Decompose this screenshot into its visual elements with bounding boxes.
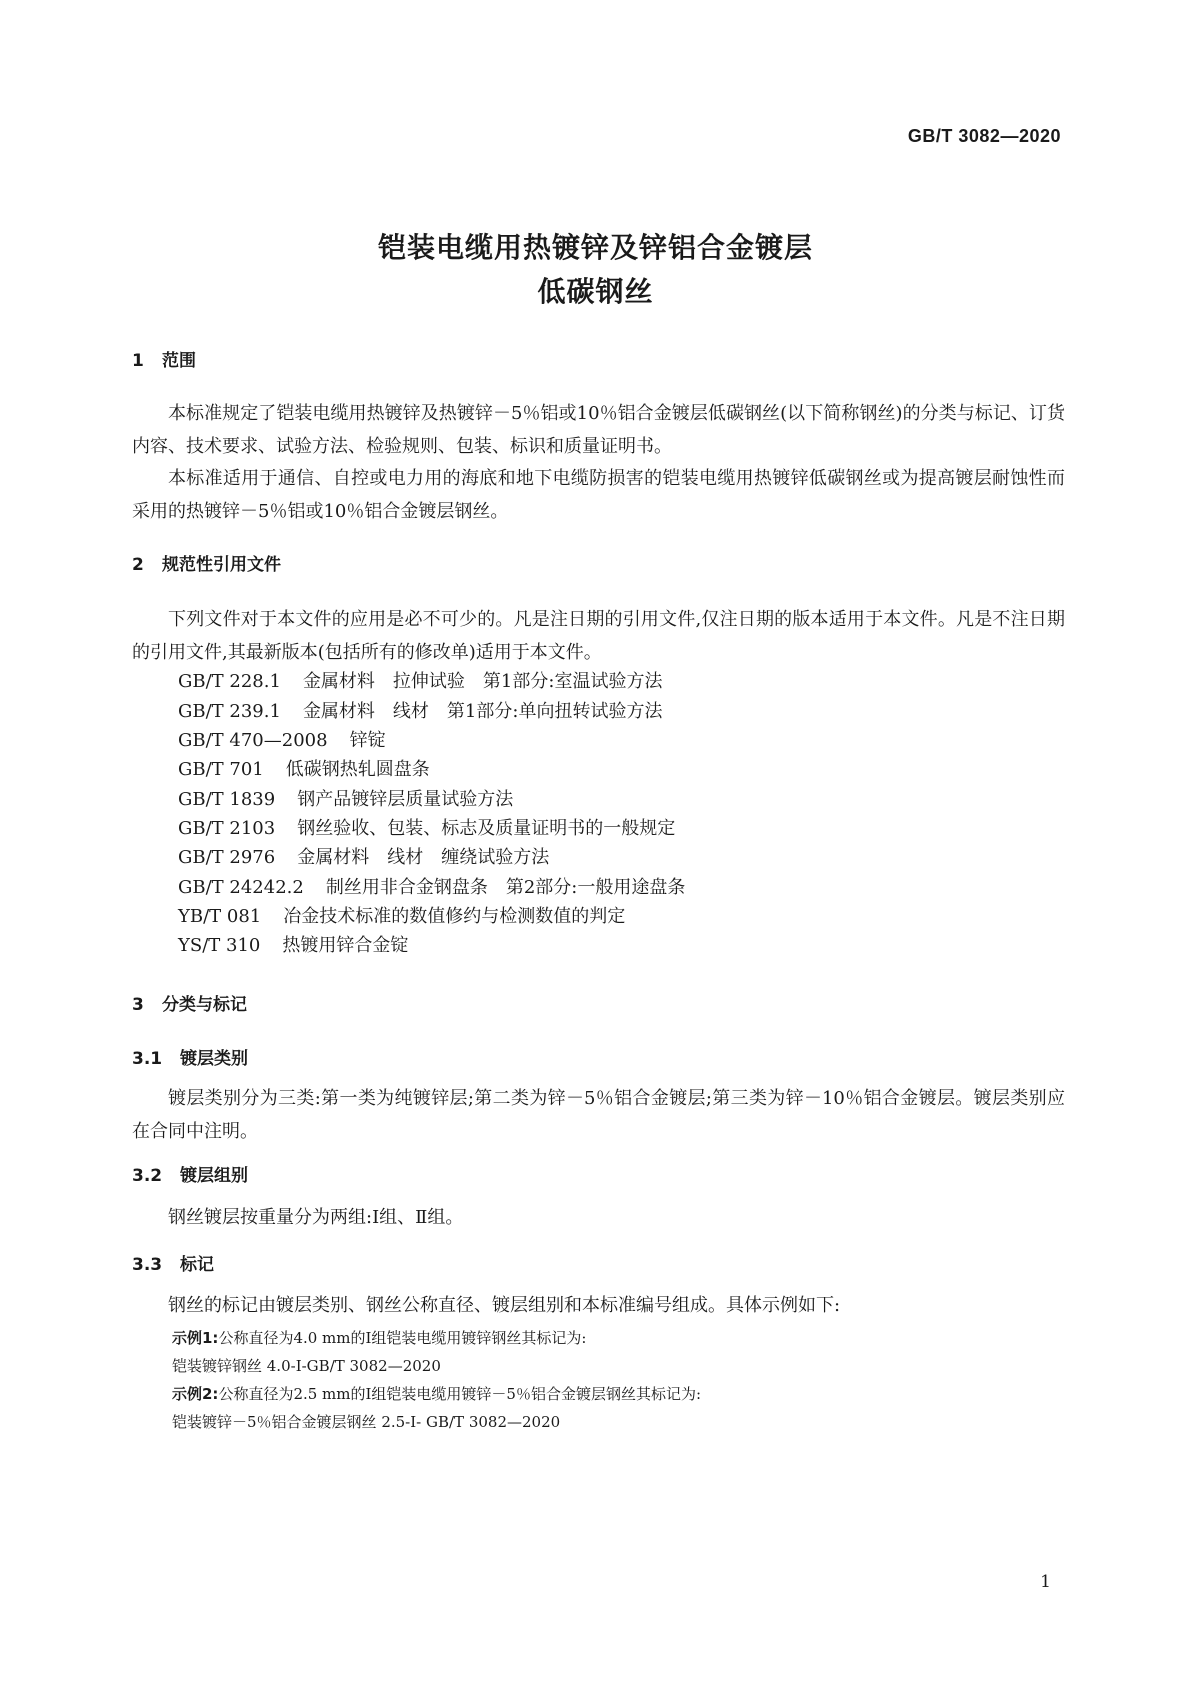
reference-code: GB/T 239.1 xyxy=(178,701,281,722)
reference-title: 金属材料 线材 第1部分:单向扭转试验方法 xyxy=(302,701,663,722)
section-1-paragraph-1: 本标准规定了铠装电缆用热镀锌及热镀锌－5％铝或10％铝合金镀层低碳钢丝(以下简称钢丝)的分类与标记、订货内容、技术要求、试验方法、检验规则、包装、标识和质量证明书。 xyxy=(132,403,1065,457)
standard-code: GB/T 3082—2020 xyxy=(907,126,1061,146)
section-title: 范围 xyxy=(162,351,196,371)
example-2-mark: 铠装镀锌－5％铝合金镀层钢丝 2.5-Ⅰ- GB/T 3082—2020 xyxy=(172,1413,561,1431)
document-title-line2: 低碳钢丝 xyxy=(537,275,654,308)
reference-title: 金属材料 拉伸试验 第1部分:室温试验方法 xyxy=(302,671,663,692)
reference-code: GB/T 24242.2 xyxy=(178,877,304,898)
reference-item xyxy=(178,785,513,811)
section-title: 分类与标记 xyxy=(162,995,247,1015)
reference-code: YS/T 310 xyxy=(178,935,261,956)
example-text: 公称直径为2.5 mm的Ⅰ组铠装电缆用镀锌－5％铝合金镀层钢丝其标记为: xyxy=(218,1385,702,1403)
reference-title: 金属材料 线材 缠绕试验方法 xyxy=(297,847,550,868)
section-2-heading xyxy=(132,550,281,575)
reference-code: GB/T 1839 xyxy=(178,789,276,810)
reference-item xyxy=(178,814,675,840)
section-title: 镀层类别 xyxy=(180,1049,248,1069)
section-title: 镀层组别 xyxy=(180,1166,248,1186)
example-text: 公称直径为4.0 mm的Ⅰ组铠装电缆用镀锌钢丝其标记为: xyxy=(218,1329,587,1347)
reference-code: GB/T 701 xyxy=(178,759,264,780)
section-3-1-paragraph: 镀层类别分为三类:第一类为纯镀锌层;第二类为锌－5％铝合金镀层;第三类为锌－10％铝合金镀层。镀层类别应在合同中注明。 xyxy=(132,1088,1065,1142)
document-title-line1: 铠装电缆用热镀锌及锌铝合金镀层 xyxy=(377,231,813,264)
reference-item xyxy=(178,697,662,723)
section-1-heading xyxy=(132,346,196,371)
reference-item xyxy=(178,726,386,752)
section-2-intro: 下列文件对于本文件的应用是必不可少的。凡是注日期的引用文件,仅注日期的版本适用于本文件。凡是不注日期的引用文件,其最新版本(包括所有的修改单)适用于本文件。 xyxy=(132,609,1065,663)
reference-title: 钢产品镀锌层质量试验方法 xyxy=(297,789,514,810)
section-number: 3 xyxy=(132,995,144,1015)
example-label: 示例1: xyxy=(172,1329,219,1347)
reference-code: GB/T 2103 xyxy=(178,818,276,839)
reference-item xyxy=(178,902,625,928)
section-1-paragraph-2: 本标准适用于通信、自控或电力用的海底和地下电缆防损害的铠装电缆用热镀锌低碳钢丝或为提高镀层耐蚀性而采用的热镀锌－5％铝或10％铝合金镀层钢丝。 xyxy=(132,468,1065,522)
reference-item xyxy=(178,667,662,693)
page-number: 1 xyxy=(1040,1572,1051,1592)
reference-title: 锌锭 xyxy=(349,730,386,751)
section-3-heading xyxy=(132,990,247,1015)
section-number: 3.3 xyxy=(132,1255,163,1275)
reference-item xyxy=(178,843,549,869)
reference-item xyxy=(178,873,685,899)
reference-title: 热镀用锌合金锭 xyxy=(282,935,409,956)
reference-code: YB/T 081 xyxy=(178,906,262,927)
section-number: 3.1 xyxy=(132,1049,163,1069)
example-label: 示例2: xyxy=(172,1385,219,1403)
example-2 xyxy=(172,1383,701,1404)
section-3-2-paragraph: 钢丝镀层按重量分为两组:Ⅰ组、Ⅱ组。 xyxy=(168,1207,464,1228)
example-1 xyxy=(172,1327,587,1348)
reference-title: 低碳钢热轧圆盘条 xyxy=(285,759,430,780)
reference-code: GB/T 228.1 xyxy=(178,671,281,692)
section-number: 3.2 xyxy=(132,1166,163,1186)
section-title: 规范性引用文件 xyxy=(162,555,281,575)
reference-item xyxy=(178,755,430,781)
reference-title: 钢丝验收、包装、标志及质量证明书的一般规定 xyxy=(297,818,676,839)
section-3-3-paragraph: 钢丝的标记由镀层类别、钢丝公称直径、镀层组别和本标准编号组成。具体示例如下: xyxy=(168,1295,841,1316)
reference-code: GB/T 2976 xyxy=(178,847,276,868)
reference-code: GB/T 470—2008 xyxy=(178,730,328,751)
reference-title: 冶金技术标准的数值修约与检测数值的判定 xyxy=(283,906,626,927)
section-3-2-heading xyxy=(132,1161,248,1186)
reference-item xyxy=(178,931,408,957)
section-3-3-heading xyxy=(132,1250,214,1275)
section-title: 标记 xyxy=(180,1255,214,1275)
section-3-1-heading xyxy=(132,1044,248,1069)
section-number: 1 xyxy=(132,351,144,371)
example-1-mark: 铠装镀锌钢丝 4.0-Ⅰ-GB/T 3082—2020 xyxy=(172,1357,441,1375)
section-number: 2 xyxy=(132,555,144,575)
reference-title: 制丝用非合金钢盘条 第2部分:一般用途盘条 xyxy=(325,877,686,898)
